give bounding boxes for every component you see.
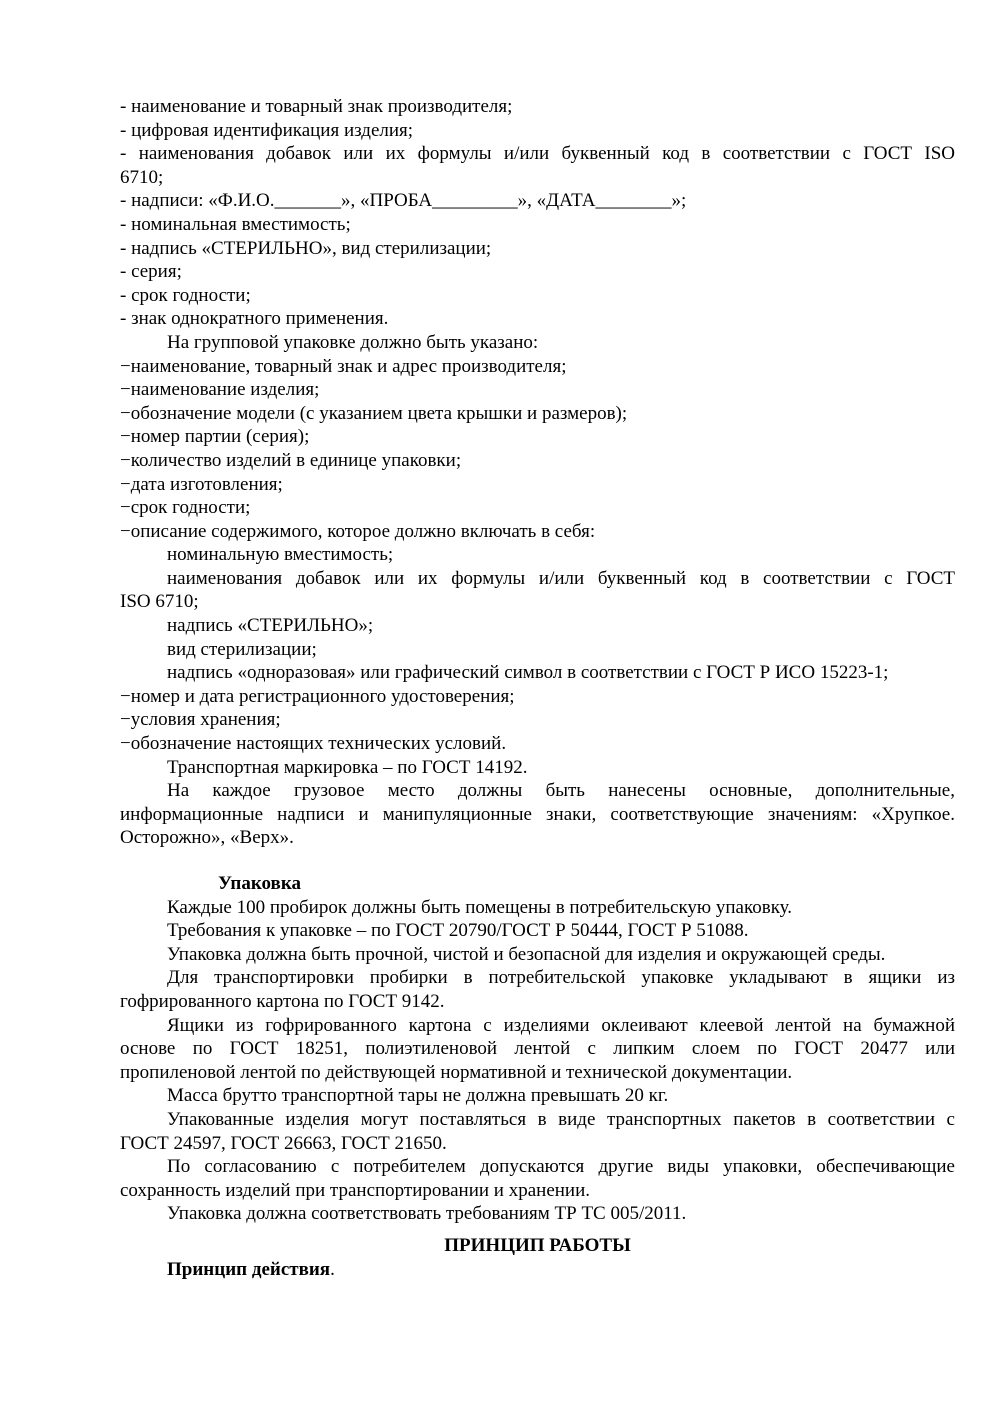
marking-item: - срок годности; (120, 284, 251, 306)
packaging-line: Упакованные изделия могут поставляться в виде транспортных пакетов в соответствии с (167, 1108, 955, 1130)
group-marking-item: −дата изготовления; (120, 473, 283, 495)
contents-sub-item: номинальную вместимость; (167, 544, 394, 566)
packaging-line: гофрированного картона по ГОСТ 9142. (120, 990, 445, 1012)
group-marking-item: −наименование изделия; (120, 379, 320, 401)
principle-section-heading: ПРИНЦИП РАБОТЫ (444, 1234, 631, 1256)
transport-marking-line: информационные надписи и манипуляционные знаки, соответствующие значениям: «Хрупкое. (120, 803, 955, 825)
contents-sub-item-wrap: ISO 6710; (120, 591, 199, 613)
transport-marking-line: Транспортная маркировка – по ГОСТ 14192. (167, 756, 528, 778)
contents-sub-item: надпись «одноразовая» или графический символ в соответствии с ГОСТ Р ИСО 15223-1; (167, 662, 889, 684)
document-content (120, 95, 955, 1281)
packaging-line: Для транспортировки пробирки в потребительской упаковке укладывают в ящики из (167, 967, 955, 989)
packaging-line: основе по ГОСТ 18251, полиэтиленовой лентой с липким слоем по ГОСТ 20477 или (120, 1038, 955, 1060)
group-marking-item: −номер и дата регистрационного удостоверения; (120, 685, 515, 707)
contents-sub-item: вид стерилизации; (167, 638, 317, 660)
packaging-line: сохранность изделий при транспортировании и хранении. (120, 1179, 591, 1201)
packaging-section-heading: Упаковка (218, 873, 301, 894)
packaging-line: По согласованию с потребителем допускаются другие виды упаковки, обеспечивающие (167, 1156, 955, 1178)
group-marking-item: −наименование, товарный знак и адрес производителя; (120, 355, 567, 377)
marking-item: - надпись «СТЕРИЛЬНО», вид стерилизации; (120, 237, 492, 259)
group-marking-item: −обозначение настоящих технических условий. (120, 733, 507, 755)
packaging-line: Упаковка должна быть прочной, чистой и безопасной для изделия и окружающей среды. (167, 943, 886, 965)
marking-item: - надписи: «Ф.И.О._______», «ПРОБА_________», «ДАТА________»; (120, 190, 687, 212)
group-marking-item: −обозначение модели (с указанием цвета крышки и размеров); (120, 402, 628, 424)
marking-item: - знак однократного применения. (120, 308, 389, 330)
transport-marking-line: Осторожно», «Верх». (120, 827, 294, 849)
group-marking-item: −описание содержимого, которое должно включать в себя: (120, 520, 596, 542)
transport-marking-line: На каждое грузовое место должны быть нанесены основные, дополнительные, (167, 780, 955, 802)
packaging-line: Масса брутто транспортной тары не должна превышать 20 кг. (167, 1085, 669, 1107)
subheading-period: . (330, 1258, 335, 1280)
marking-item: - номинальная вместимость; (120, 213, 351, 235)
group-marking-intro: На групповой упаковке должно быть указано: (167, 331, 539, 353)
group-marking-item: −номер партии (серия); (120, 426, 310, 448)
contents-sub-item: надпись «СТЕРИЛЬНО»; (167, 615, 374, 637)
packaging-line: пропиленовой лентой по действующей нормативной и технической документации. (120, 1061, 793, 1083)
principle-subheading: Принцип действия. (167, 1258, 335, 1280)
group-marking-item: −количество изделий в единице упаковки; (120, 449, 462, 471)
packaging-line: ГОСТ 24597, ГОСТ 26663, ГОСТ 21650. (120, 1132, 447, 1154)
contents-sub-item: наименования добавок или их формулы и/или буквенный код в соответствии с ГОСТ (167, 567, 955, 589)
marking-item-wrap: 6710; (120, 166, 164, 188)
packaging-line: Требования к упаковке – по ГОСТ 20790/ГОСТ Р 50444, ГОСТ Р 51088. (167, 920, 749, 942)
packaging-line: Ящики из гофрированного картона с изделиями оклеивают клеевой лентой на бумажной (167, 1014, 955, 1036)
marking-item: - наименования добавок или их формулы и/или буквенный код в соответствии с ГОСТ ISO (120, 143, 955, 165)
packaging-line: Упаковка должна соответствовать требованиям ТР ТС 005/2011. (167, 1203, 687, 1225)
marking-item: - серия; (120, 261, 182, 283)
marking-item: - цифровая идентификация изделия; (120, 119, 414, 141)
packaging-line: Каждые 100 пробирок должны быть помещены в потребительскую упаковку. (167, 896, 793, 918)
group-marking-item: −срок годности; (120, 497, 251, 519)
group-marking-item: −условия хранения; (120, 709, 281, 731)
marking-item: - наименование и товарный знак производителя; (120, 96, 513, 117)
